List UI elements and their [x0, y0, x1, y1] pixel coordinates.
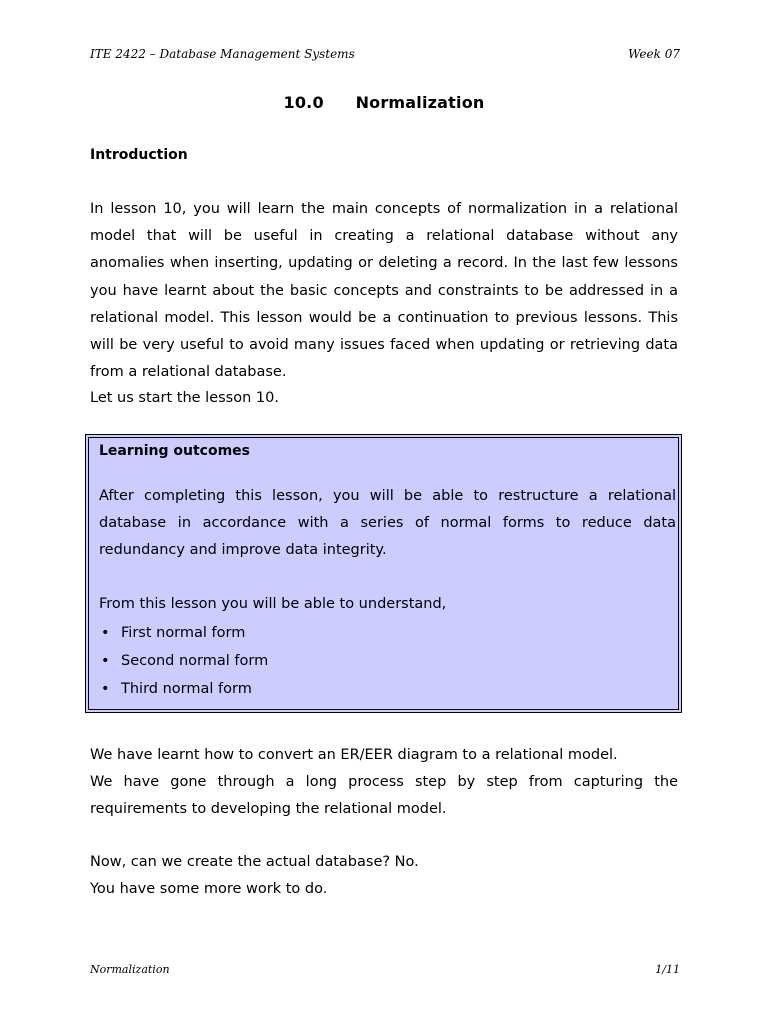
body-line: You have some more work to do.: [90, 881, 328, 898]
footer-page-number: 1/11: [655, 963, 680, 976]
header-week: Week 07: [628, 47, 680, 61]
section-title: Normalization: [355, 93, 485, 112]
learning-outcomes-list: [99, 619, 268, 703]
learning-outcomes-lead: From this lesson you will be able to understand,: [99, 596, 447, 612]
bullet-icon: •: [101, 653, 110, 669]
section-number: 10.0: [283, 93, 324, 112]
closing-text-block: [90, 849, 678, 903]
learning-outcomes-box: [85, 434, 682, 713]
list-item-text: Third normal form: [121, 681, 252, 697]
body-line: We have learnt how to convert an ER/EER diagram to a relational model.: [90, 747, 618, 763]
body-line: We have gone through a long process step by step from capturing the requirements to developing the relational model.: [90, 774, 678, 818]
list-item-text: Second normal form: [121, 653, 269, 669]
learning-outcomes-heading: Learning outcomes: [99, 443, 251, 459]
footer-topic: Normalization: [90, 963, 170, 976]
list-item: [99, 619, 268, 647]
list-item: [99, 647, 268, 675]
bullet-icon: •: [101, 681, 110, 697]
introduction-paragraph: In lesson 10, you will learn the main concepts of normalization in a relational model that will be useful in creating a relational database without any anomalies when inserting, updating or deleting a record. In the last few lessons you have learnt about the basic concepts and constraints to be addressed in a relational model. This lesson would be a continuation to previous lessons. This will be very useful to avoid many issues faced when updating or retrieving data from a relational database.: [90, 201, 678, 381]
list-item-text: First normal form: [121, 625, 246, 641]
page-title: [0, 93, 768, 112]
body-line: Now, can we create the actual database? No.: [90, 854, 419, 870]
header-course-title: ITE 2422 – Database Management Systems: [90, 47, 355, 61]
bullet-icon: •: [101, 625, 110, 641]
body-text-block: [90, 742, 678, 824]
start-line: Let us start the lesson 10.: [90, 390, 279, 406]
introduction-heading: Introduction: [90, 147, 188, 163]
list-item: [99, 675, 268, 703]
learning-outcomes-paragraph: After completing this lesson, you will be able to restructure a relational database in accordance with a series of normal forms to reduce data redundancy and improve data integrity.: [99, 488, 676, 559]
